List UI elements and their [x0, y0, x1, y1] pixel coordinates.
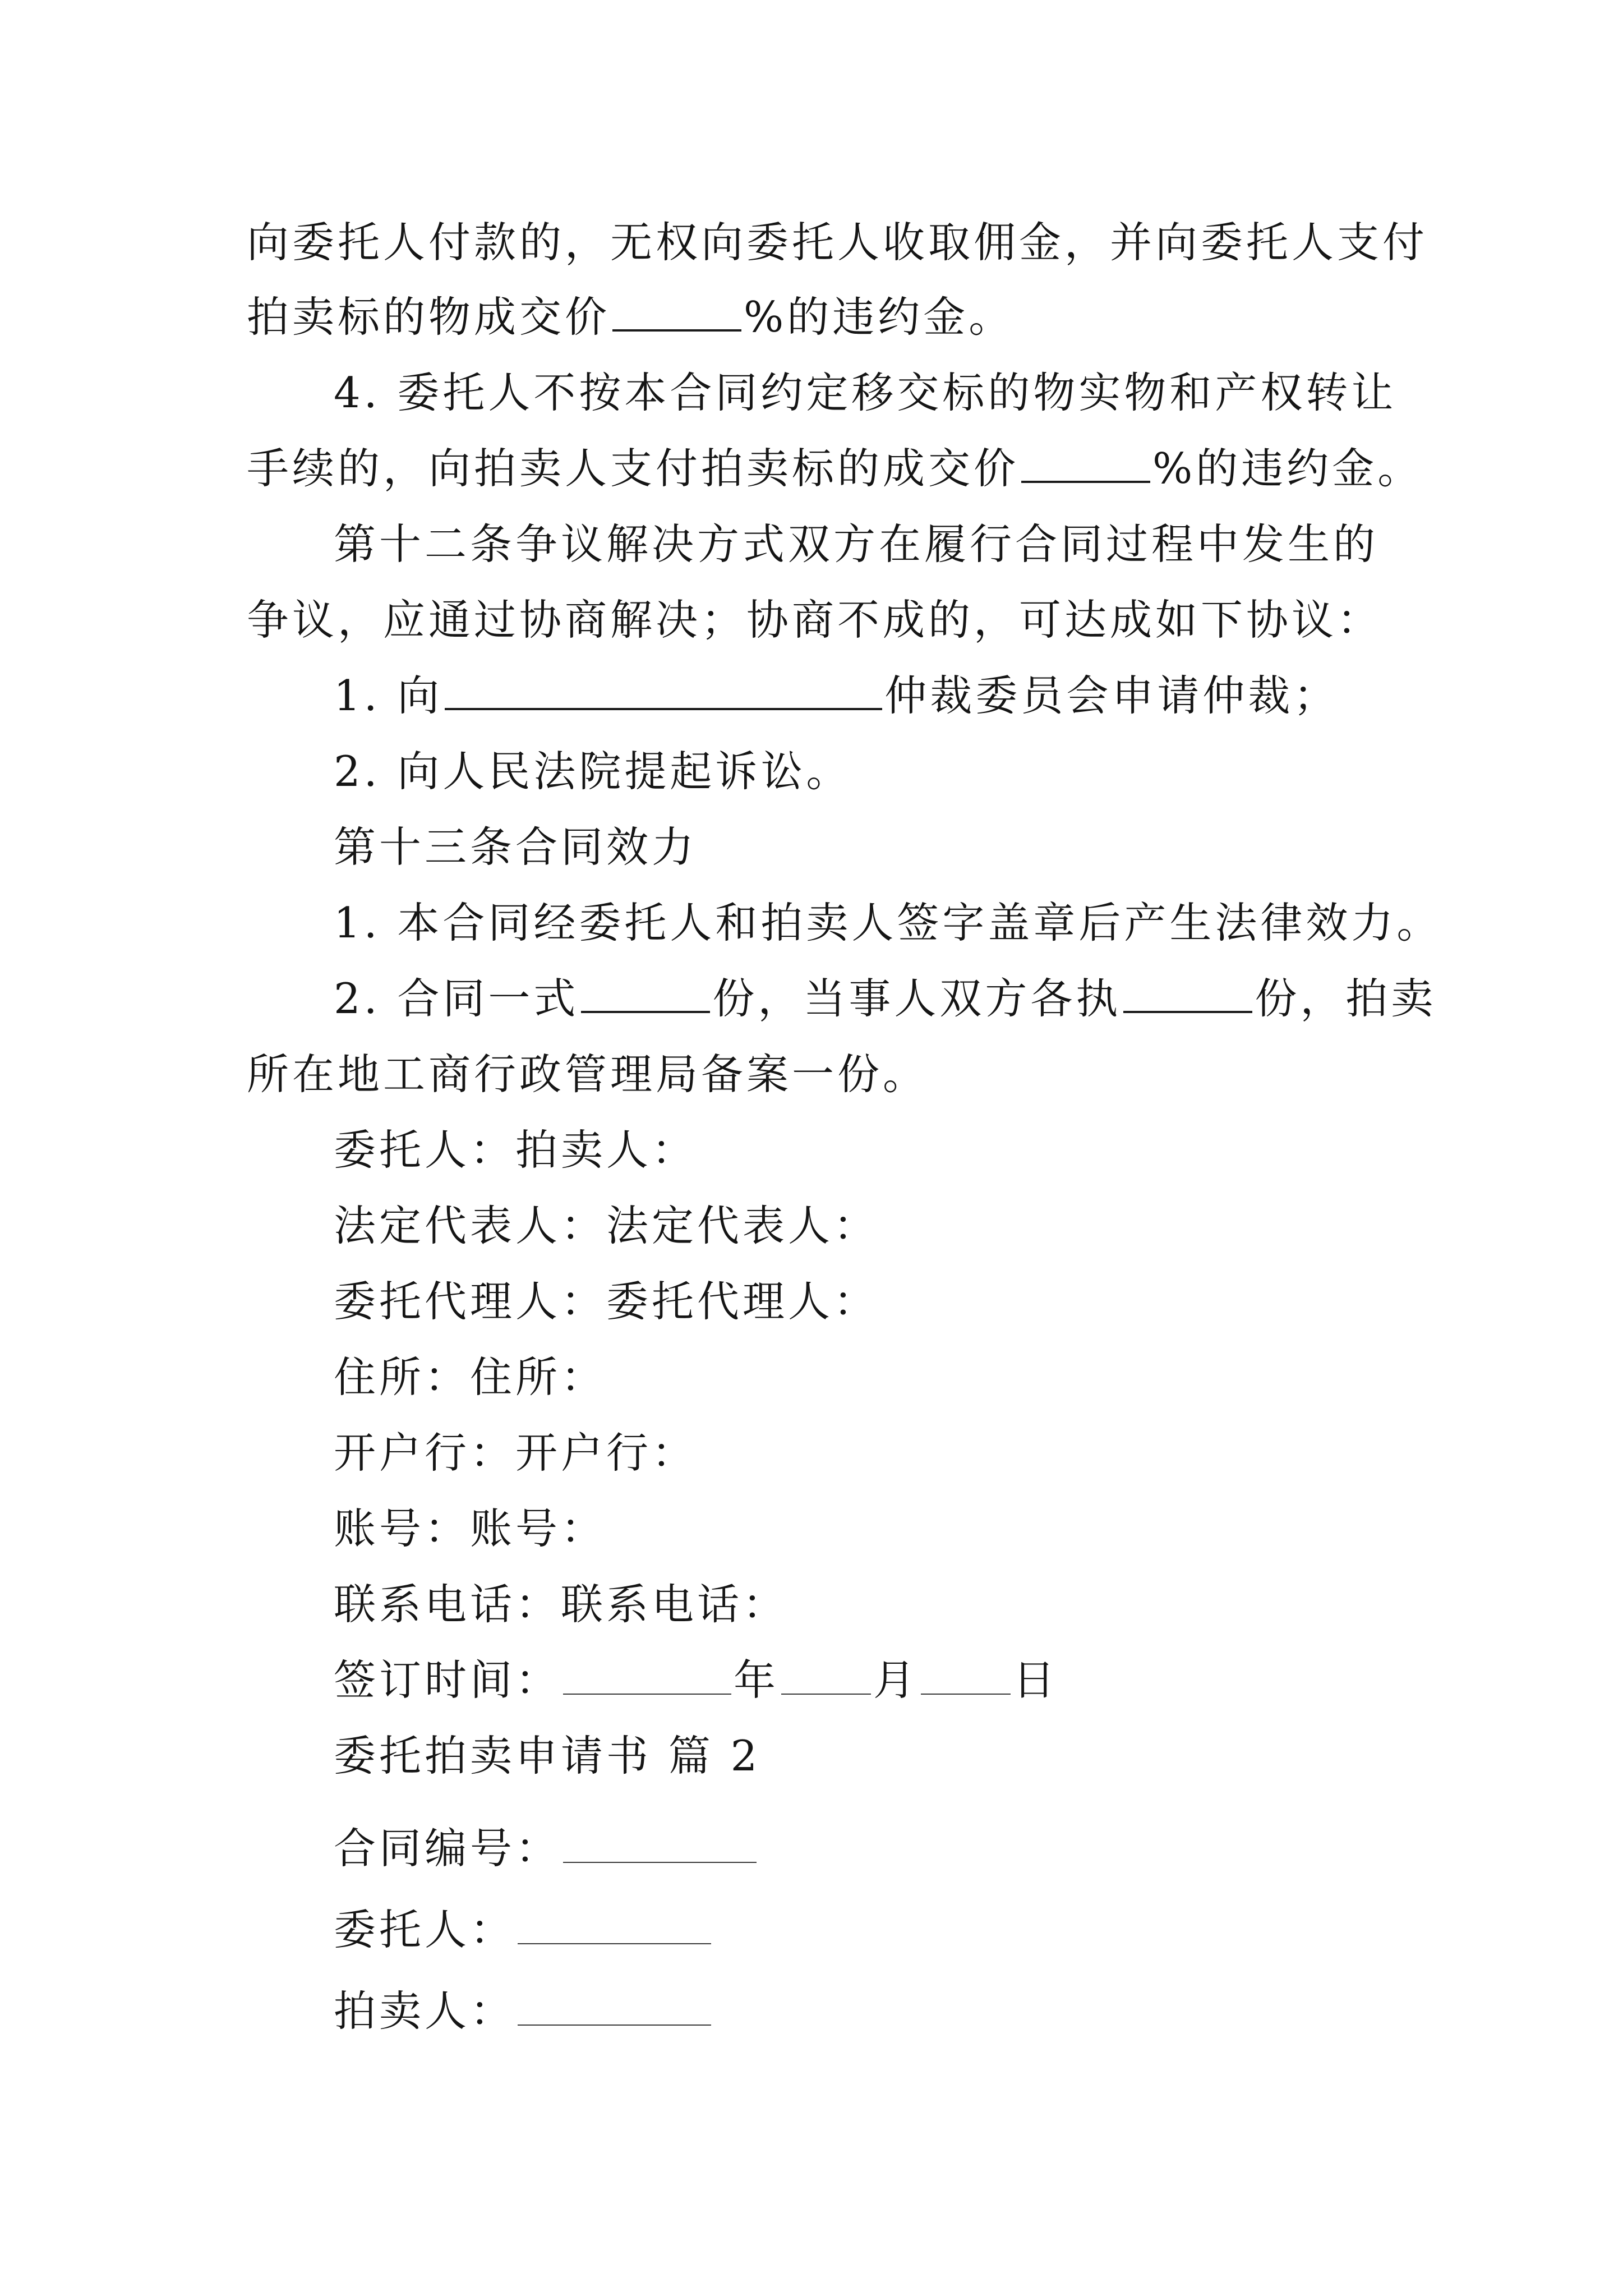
text-line-9 [334, 813, 697, 881]
text-span: %的违约金。 [1152, 444, 1423, 493]
text-line-4 [247, 435, 1423, 502]
signing-date-line [334, 1646, 1058, 1714]
text-span: 拍卖人： [334, 1986, 516, 2036]
signature-line-1 [334, 1116, 697, 1184]
signature-line-5 [334, 1419, 697, 1487]
text-line-5 [334, 510, 1378, 578]
text-line-11 [334, 965, 1436, 1032]
text-span: 4. 委托人不按本合同约定移交标的物实物和产权转让 [334, 368, 1397, 417]
blank-field [563, 1654, 731, 1695]
text-span: 第十二条争议解决方式双方在履行合同过程中发生的 [334, 519, 1379, 569]
text-line-3 [334, 359, 1396, 426]
text-span: 份，拍卖 [1255, 974, 1437, 1023]
text-span: 委托人： [334, 1905, 516, 1954]
text-span: 仲裁委员会申请仲裁； [884, 671, 1339, 720]
text-line-10 [334, 889, 1442, 956]
blank-field [781, 1654, 871, 1695]
text-span: 账号：账号： [334, 1504, 607, 1553]
text-span: 2. 合同一式 [334, 974, 579, 1023]
section-heading [334, 1722, 760, 1789]
blank-field [563, 1823, 757, 1863]
text-line-8 [334, 738, 851, 805]
blank-field [445, 669, 882, 710]
text-span: 手续的，向拍卖人支付拍卖标的成交价 [247, 444, 1020, 493]
text-line-1 [247, 209, 1428, 276]
text-span: 合同编号： [334, 1824, 561, 1873]
text-line-7 [334, 662, 1339, 729]
text-span: 月 [873, 1655, 919, 1705]
signature-line-6 [334, 1495, 606, 1562]
text-line-2 [247, 283, 1014, 351]
text-span: 第十三条合同效力 [334, 822, 698, 872]
blank-field [1123, 972, 1252, 1013]
auctioneer-line [334, 1977, 713, 2045]
text-span: 向委托人付款的，无权向委托人收取佣金，并向委托人支付 [247, 218, 1428, 267]
blank-field [518, 1985, 711, 2026]
text-span: 法定代表人：法定代表人： [334, 1201, 879, 1250]
signature-line-3 [334, 1268, 879, 1335]
signature-line-7 [334, 1571, 788, 1638]
text-span: 住所：住所： [334, 1352, 607, 1402]
text-span: 所在地工商行政管理局备案一份。 [247, 1050, 929, 1099]
blank-field [518, 1904, 711, 1944]
blank-field [612, 290, 741, 332]
text-span: 开户行：开户行： [334, 1428, 698, 1478]
text-span: 委托拍卖申请书 篇 2 [334, 1731, 761, 1780]
text-span: 委托人：拍卖人： [334, 1125, 698, 1175]
blank-field [921, 1654, 1011, 1695]
text-span: 争议，应通过协商解决；协商不成的，可达成如下协议： [247, 595, 1383, 645]
blank-field [1021, 441, 1150, 483]
text-span: 拍卖标的物成交价 [247, 292, 611, 342]
text-span: 委托代理人：委托代理人： [334, 1277, 879, 1326]
text-span: %的违约金。 [744, 292, 1015, 342]
contract-number-line [334, 1815, 759, 1882]
signature-line-2 [334, 1192, 879, 1259]
client-line [334, 1896, 713, 1963]
text-line-12 [247, 1041, 928, 1108]
blank-field [581, 972, 710, 1013]
text-span: 年 [734, 1655, 780, 1705]
signature-line-4 [334, 1343, 606, 1411]
text-span: 1. 向 [334, 671, 443, 720]
text-line-6 [247, 586, 1382, 654]
text-span: 2. 向人民法院提起诉讼。 [334, 747, 852, 796]
text-span: 联系电话：联系电话： [334, 1580, 789, 1629]
text-span: 1. 本合同经委托人和拍卖人签字盖章后产生法律效力。 [334, 898, 1442, 947]
text-span: 签订时间： [334, 1655, 561, 1705]
text-span: 日 [1013, 1655, 1059, 1705]
text-span: 份，当事人双方各执 [712, 974, 1122, 1023]
